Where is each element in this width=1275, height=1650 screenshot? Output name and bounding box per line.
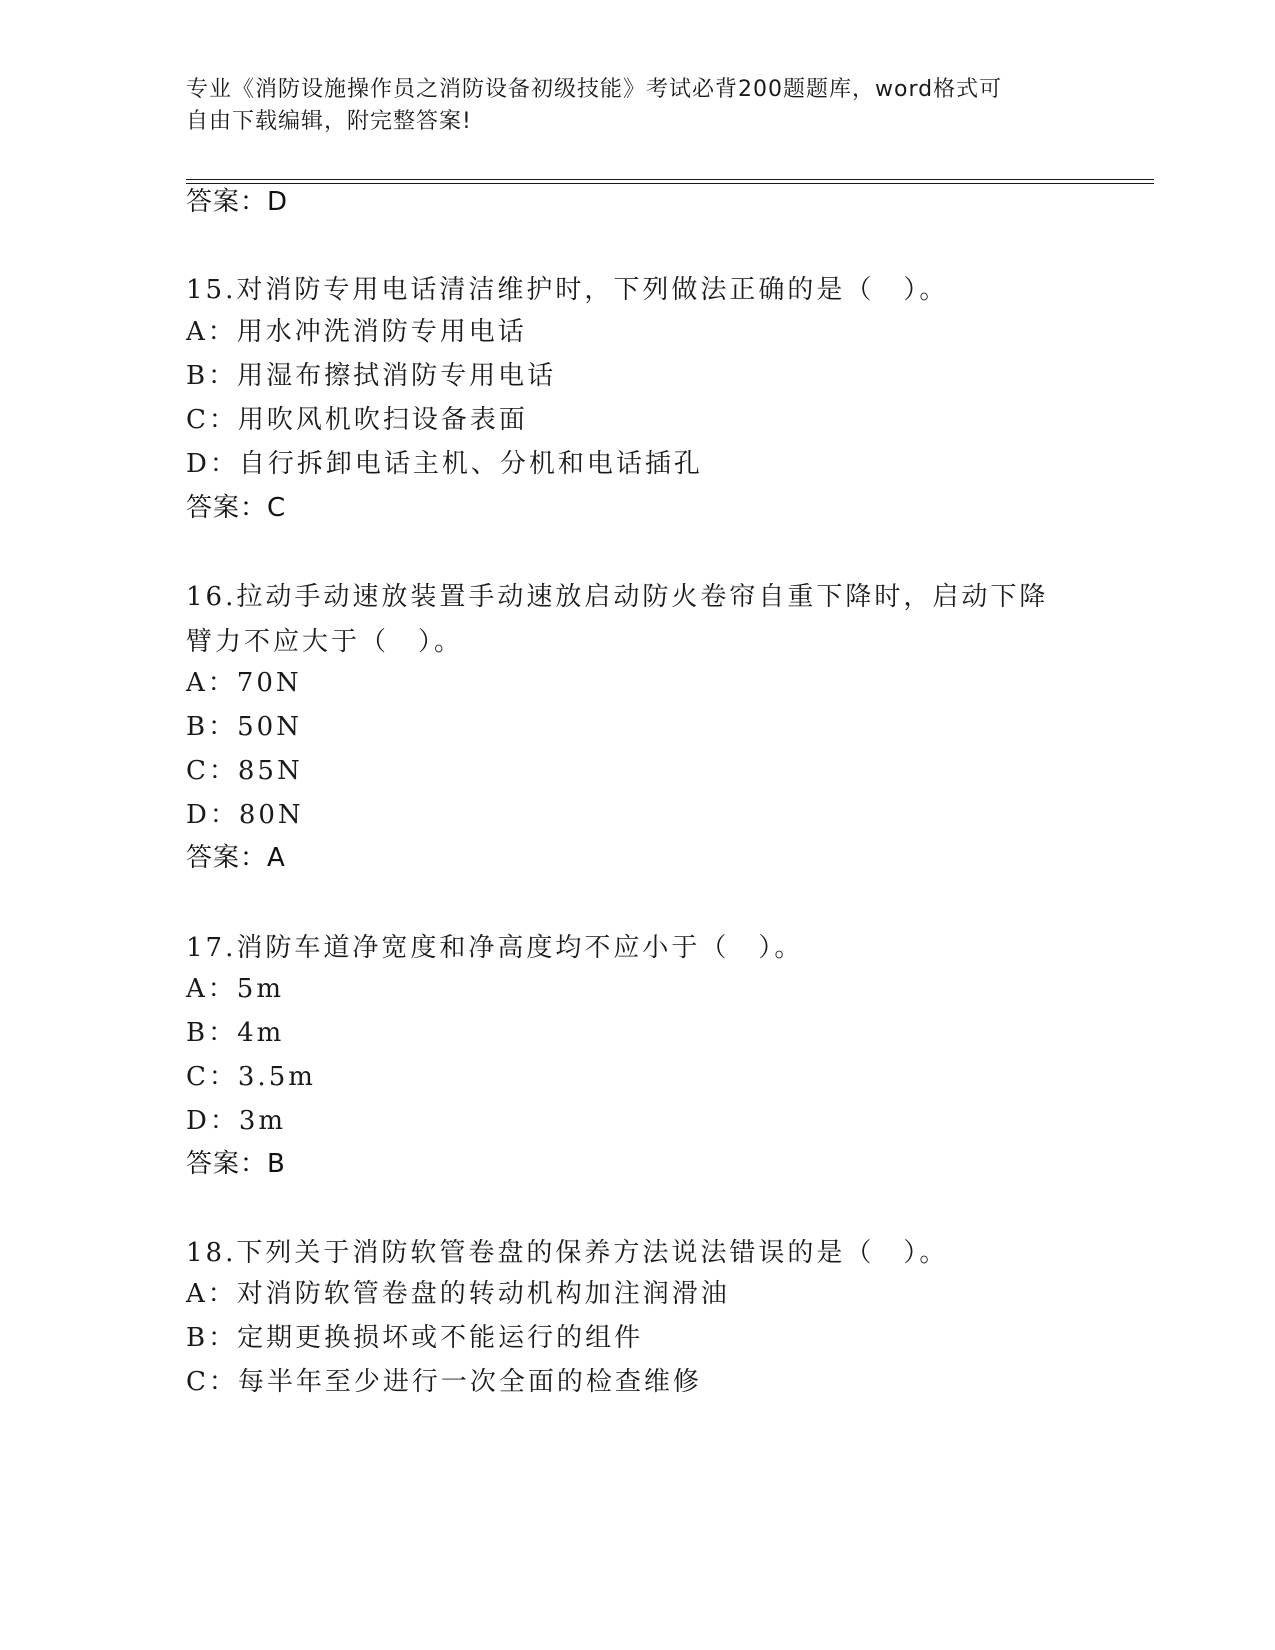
question-18-option-c: C：每半年至少进行一次全面的检查维修 — [186, 1367, 702, 1397]
question-16-option-d: D：80N — [186, 800, 304, 830]
question-16-answer: 答案：A — [186, 843, 286, 873]
question-18-option-b: B：定期更换损坏或不能运行的组件 — [186, 1323, 644, 1353]
question-16-option-a: A：70N — [186, 668, 302, 698]
question-18-stem: 18.下列关于消防软管卷盘的保养方法说法错误的是（ ）。 — [186, 1238, 949, 1268]
document-header — [186, 74, 1066, 138]
header-divider-bottom — [186, 183, 1154, 184]
question-15-stem: 15.对消防专用电话清洁维护时，下列做法正确的是（ ）。 — [186, 275, 949, 305]
question-16-option-c: C：85N — [186, 756, 303, 786]
question-17-stem: 17.消防车道净宽度和净高度均不应小于（ ）。 — [186, 933, 804, 963]
question-15-option-b: B：用湿布擦拭消防专用电话 — [186, 361, 557, 391]
question-18-option-a: A：对消防软管卷盘的转动机构加注润滑油 — [186, 1279, 730, 1309]
header-line-1: 专业《消防设施操作员之消防设备初级技能》考试必背200题题库，word格式可 — [186, 77, 1003, 102]
header-line-2: 自由下载编辑，附完整答案! — [186, 109, 472, 134]
question-16-option-b: B：50N — [186, 712, 302, 742]
question-15-option-a: A：用水冲洗消防专用电话 — [186, 317, 527, 347]
header-divider-top — [186, 179, 1154, 180]
question-15-option-c: C：用吹风机吹扫设备表面 — [186, 405, 528, 435]
question-15-answer: 答案：C — [186, 493, 287, 523]
question-17-option-a: A：5m — [186, 974, 284, 1004]
question-17-option-b: B：4m — [186, 1018, 285, 1048]
answer-14: 答案：D — [186, 187, 289, 217]
question-17-answer: 答案：B — [186, 1149, 286, 1179]
question-17-option-d: D：3m — [186, 1106, 287, 1136]
question-17-option-c: C：3.5m — [186, 1062, 316, 1092]
question-15-option-d: D：自行拆卸电话主机、分机和电话插孔 — [186, 449, 703, 479]
question-16-stem: 16.拉动手动速放装置手动速放启动防火卷帘自重下降时，启动下降臂力不应大于（ ）。 — [186, 582, 1049, 657]
